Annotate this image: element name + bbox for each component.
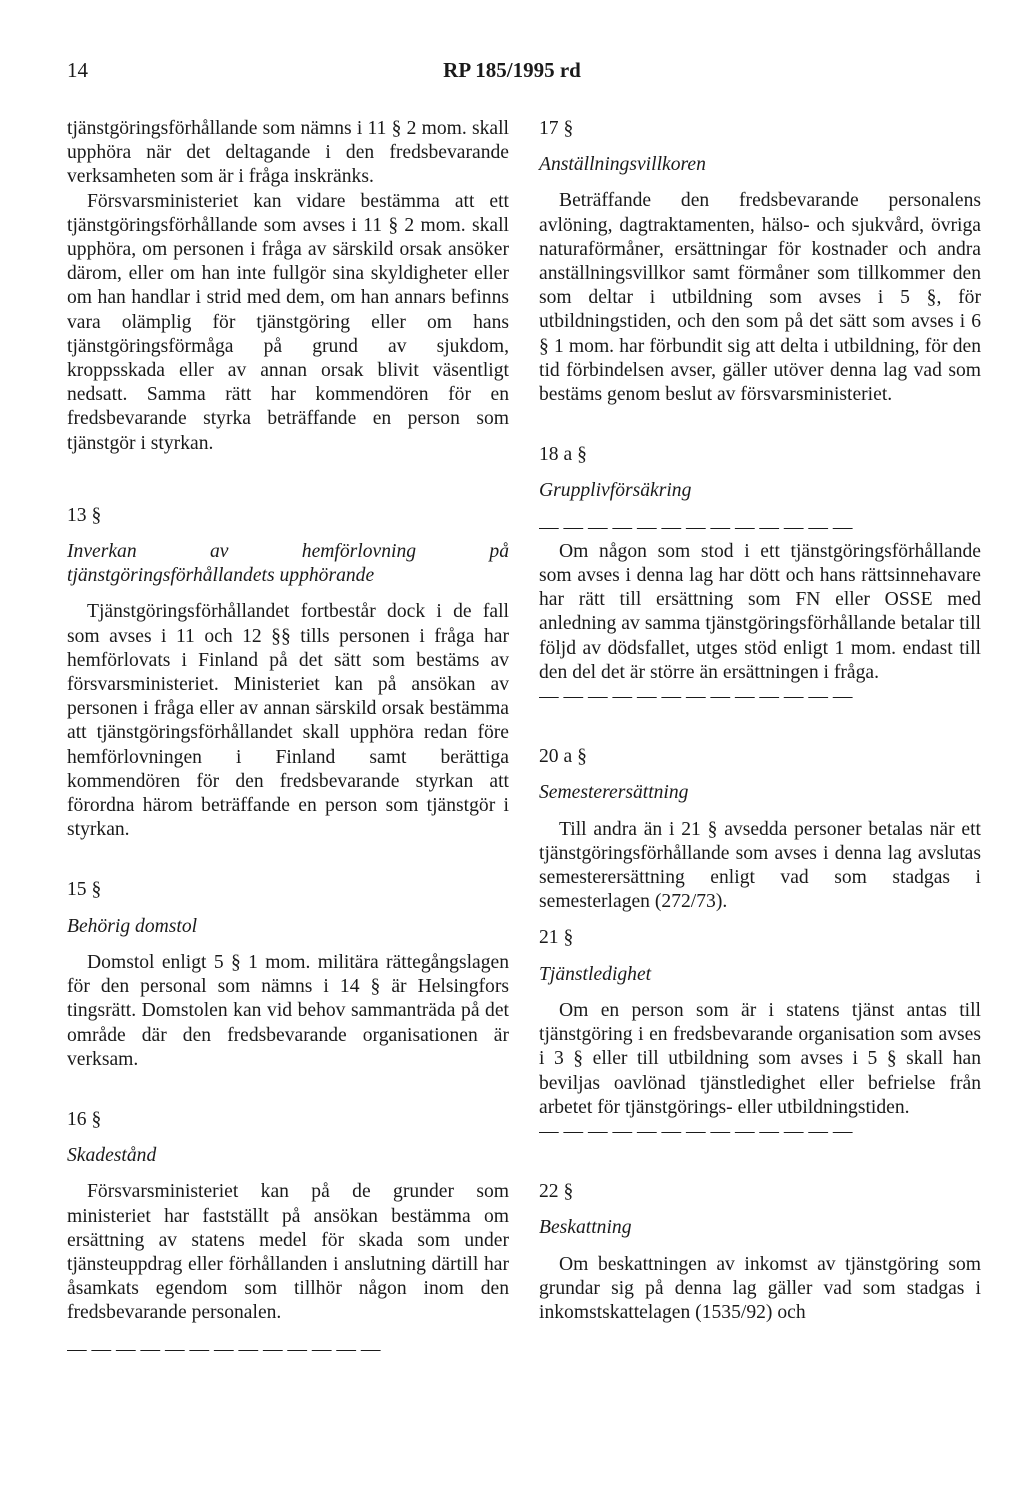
omission-dash-line: — — — — — — — — — — — — —: [539, 516, 853, 538]
section-20a-title: Semesterersättning: [539, 782, 689, 804]
section-15-title: Behörig domstol: [67, 915, 198, 937]
section-20a-text: Till andra än i 21 § avsedda personer betalas när ett tjänstgöringsförhållande som avses i denna lag avslutas semesterersättning enligt vad som stadgas i semesterlagen (272/73).: [539, 818, 981, 913]
section-18a-title: Grupplivförsäkring: [539, 480, 692, 502]
section-17-title: Anställningsvillkoren: [539, 154, 706, 176]
section-17-number: 17 §: [539, 118, 574, 139]
paragraph-ministry: Försvarsministeriet kan vidare bestämma att ett tjänstgöringsförhållande som avses i 11 § 2 mom. skall upphöra, om personen i fråga av särskild orsak ansöker därom, eller om han inte fullgör sina skyldigheter eller om han handlar i strid med dem, om han annars befinns vara olämplig för tjänstgöring eller om hans tjänstgöringsförmåga på grund av sjukdom, kroppsskada eller av annan orsak blivit väsentligt nedsatt. Samma rätt har kommendören för en fredsbevarande styrka beträffande en person som tjänstgör i styrkan.: [67, 190, 509, 454]
paragraph-continued: tjänstgöringsförhållande som nämns i 11 § 2 mom. skall upphöra när det deltagande i den fredsbevarande verksamheten som är i fråga inskränks.: [67, 118, 509, 188]
section-13-text: Tjänstgöringsförhållandet fortbestår dock i de fall som avses i 11 och 12 §§ tills personen i fråga har hemförlovats i Finland på det sätt som bestäms av försvarsministeriet. Ministeriet kan på ansökan av personen i fråga eller av annan särskild orsak bestämma att tjänstgöringsförhållandet skall upphöra redan före hemförlovningen i Finland samt berättiga kommendören för den fredsbevarande styrkan att förordna härom beträffande en person som tjänstgör i styrkan.: [67, 601, 509, 841]
section-21-text: Om en person som är i statens tjänst antas till tjänstgöring i en fredsbevarande organisation som avses i 3 § eller till utbildning som avses i 5 § skall han beviljas oavlönad tjänstledighet eller befrielse från arbetet för tjänstgörings- eller utbildningstiden.: [539, 999, 981, 1118]
section-18a-number: 18 a §: [539, 444, 587, 466]
omission-dash-line: — — — — — — — — — — — — —: [539, 686, 853, 708]
omission-dash-line: — — — — — — — — — — — — —: [67, 1338, 381, 1360]
section-13-title: Inverkan av hemförlovning på tjänstgöringsförhållandets upphörande: [67, 541, 509, 587]
section-16-number: 16 §: [67, 1108, 102, 1130]
section-21-number: 21 §: [539, 927, 574, 949]
document-id: RP 185/1995 rd: [443, 58, 581, 82]
left-column: [67, 117, 509, 1362]
section-16-title: Skadestånd: [67, 1145, 157, 1167]
section-15-text: Domstol enligt 5 § 1 mom. militära rättegångslagen för den personal som nämns i 14 § är Helsingfors tingsrätt. Domstolen kan vid behov sammanträda på det område där den fredsbevarande organisationen är verksam.: [67, 951, 509, 1070]
section-20a-number: 20 a §: [539, 746, 587, 768]
section-22-text: Om beskattningen av inkomst av tjänstgöring som grundar sig på denna lag gäller vad som stadgas i inkomstskattelagen (1535/92) och: [539, 1253, 981, 1323]
page-number: 14: [67, 58, 88, 82]
section-22-title: Beskattning: [539, 1217, 632, 1239]
section-16-text: Försvarsministeriet kan på de grunder som ministeriet har fastställt på ansökan bestämma om ersättning av statens medel för skada som under tjänsteuppdrag eller förhållanden i anslutning därtill har åsamkats egendom som tillhör någon inom den fredsbevarande personalen.: [67, 1181, 509, 1324]
section-13-number: 13 §: [67, 504, 102, 526]
section-21-title: Tjänstledighet: [539, 963, 652, 985]
section-17-text: Beträffande den fredsbevarande personalens avlöning, dagtraktamenten, hälso- och sjukvård, övriga naturaförmåner, ersättningar för kostnader och andra anställningsvillkor samt förmåner som tillkommer den som deltar i utbildning som avses i 5 §, för utbildningstiden, och den som på det sätt som avses i 6 § 1 mom. har förbundit sig att delta i utbildning, för den tid förbindelsen avser, gäller utöver denna lag vad som bestäms genom beslut av försvarsministeriet.: [539, 190, 981, 406]
section-22-number: 22 §: [539, 1181, 574, 1203]
omission-dash-line: — — — — — — — — — — — — —: [539, 1120, 853, 1142]
section-18a-text: Om någon som stod i ett tjänstgöringsförhållande som avses i denna lag har dött och hans rättsinnehavare har rätt till ersättning som FN eller OSSE med anledning av samma tjänstgöringsförhållande betalar till följd av dödsfallet, utges stöd enligt 1 mom. endast till den del det är större än ersättningen i fråga.: [539, 540, 981, 683]
right-column: [539, 117, 981, 1325]
section-15-number: 15 §: [67, 879, 102, 901]
